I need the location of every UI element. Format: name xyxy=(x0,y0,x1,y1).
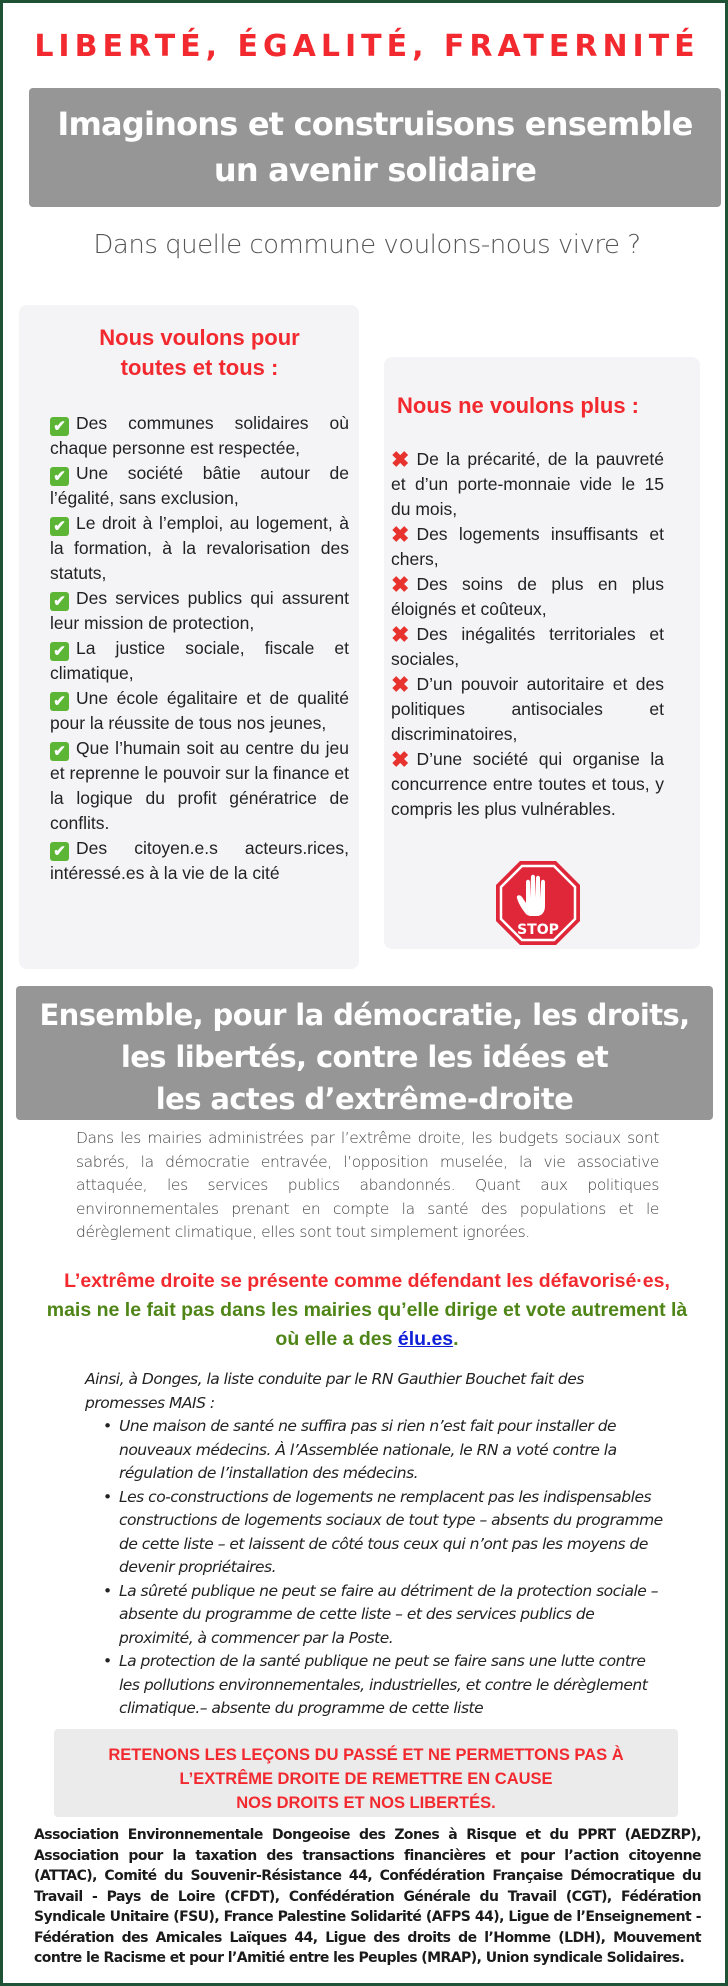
list-item-text: D’une société qui organise la concurrence entre toutes et tous, y compris les plus vulnérables. xyxy=(391,749,664,819)
donges-section xyxy=(85,1368,665,1721)
list-item xyxy=(50,636,349,686)
donges-point: • Une maison de santé ne suffira pas si rien n’est fait pour installer de nouveaux médecins. À l’Assemblée nationale, le RN a voté contre la régulation de l’installation des médecins. xyxy=(119,1415,665,1486)
donges-point: • La sûreté publique ne peut se faire au détriment de la protection sociale – absente du programme de cette liste – et des services publics de proximité, à commencer par la Poste. xyxy=(119,1580,665,1651)
check-mark-icon: ✔ xyxy=(50,642,69,661)
refuses-title: Nous ne voulons plus : xyxy=(397,393,640,418)
list-item xyxy=(50,836,349,886)
list-item xyxy=(391,572,664,622)
list-item-text: De la précarité, de la pauvreté et d’un porte-monnaie vide le 15 du mois, xyxy=(391,449,664,519)
highlight-statement xyxy=(43,1267,691,1354)
democracy-title-line-3: les actes d’extrême-droite xyxy=(155,1082,574,1116)
wants-title-line-1: Nous voulons pour xyxy=(99,325,300,350)
callout-line-3: NOS DROITS ET NOS LIBERTÉS. xyxy=(236,1794,496,1812)
check-mark-icon: ✔ xyxy=(50,692,69,711)
donges-point: • Les co-constructions de logements ne remplacent pas les indispensables constructions de logements sociaux de tout type – absents du programme de cette liste – et laissent de côté tous ceux qui n’ont pas les moyens de devenir propriétaires. xyxy=(119,1486,665,1580)
wants-title-line-2: toutes et tous : xyxy=(120,355,279,380)
check-mark-icon: ✔ xyxy=(50,517,69,536)
callout-line-1: RETENONS LES LEÇONS DU PASSÉ ET NE PERMETTONS PAS À xyxy=(108,1746,624,1764)
list-item xyxy=(50,736,349,836)
list-item xyxy=(50,411,349,461)
list-item-text: Que l’humain soit au centre du jeu et reprenne le pouvoir sur la finance et la logique du profit génératrice de conflits. xyxy=(50,738,349,833)
list-item xyxy=(50,586,349,636)
list-item-text: Des communes solidaires où chaque personne est respectée, xyxy=(50,413,349,458)
elus-link[interactable]: élu.es xyxy=(397,1328,454,1350)
list-item-text: Des citoyen.e.s acteurs.rices, intéressé.es à la vie de la cité xyxy=(50,838,349,883)
donges-point: • La protection de la santé publique ne peut se faire sans une lutte contre les pollutions environnementales, industrielles, et contre le dérèglement climatique.– absente du programme de cette liste xyxy=(119,1650,665,1721)
donges-points-list xyxy=(85,1415,665,1721)
highlight-green-text: mais ne le fait pas dans les mairies qu’elle dirige et vote autrement là où elle a des xyxy=(46,1299,688,1350)
list-item-text: Des inégalités territoriales et sociales, xyxy=(391,624,664,669)
check-mark-icon: ✔ xyxy=(50,417,69,436)
donges-intro: Ainsi, à Donges, la liste conduite par le RN Gauthier Bouchet fait des promesses MAIS : xyxy=(85,1370,584,1412)
list-item xyxy=(391,522,664,572)
cross-mark-icon: ✖ xyxy=(391,447,410,472)
list-item-text: Des logements insuffisants et chers, xyxy=(391,524,664,569)
main-title-line-1: Imaginons et construisons ensemble xyxy=(57,105,693,143)
list-item xyxy=(391,447,664,522)
list-item-text: D’un pouvoir autoritaire et des politiques antisociales et discriminatoires, xyxy=(391,674,664,744)
main-title-banner xyxy=(29,88,721,207)
list-item xyxy=(50,461,349,511)
highlight-red-text: L’extrême droite se présente comme défendant les défavorisé·es, xyxy=(64,1270,670,1292)
check-mark-icon: ✔ xyxy=(50,742,69,761)
cross-mark-icon: ✖ xyxy=(391,622,410,647)
stop-sign-icon xyxy=(493,858,583,948)
list-item-text: Des services publics qui assurent leur mission de protection, xyxy=(50,588,349,633)
list-item-text: Une société bâtie autour de l’égalité, sans exclusion, xyxy=(50,463,349,508)
cross-mark-icon: ✖ xyxy=(391,522,410,547)
list-item-text: Le droit à l’emploi, au logement, à la formation, à la revalorisation des statuts, xyxy=(50,513,349,583)
far-right-paragraph: Dans les mairies administrées par l’extrême droite, les budgets sociaux sont sabrés, la démocratie entravée, l’opposition muselée, la vie associative attaquée, les services publics abandonnés. Quant aux politiques environnementales prenant en compte la santé des populations et le dérèglement climatique, elles sont tout simplement ignorées. xyxy=(76,1129,659,1241)
list-item xyxy=(391,672,664,747)
refuses-list xyxy=(391,447,664,822)
wants-list xyxy=(50,411,349,886)
check-mark-icon: ✔ xyxy=(50,842,69,861)
list-item xyxy=(50,686,349,736)
list-item xyxy=(50,511,349,586)
callout-line-2: L’EXTRÊME DROITE DE REMETTRE EN CAUSE xyxy=(179,1770,553,1788)
main-title-line-2: un avenir solidaire xyxy=(213,151,537,189)
democracy-banner xyxy=(16,986,713,1120)
cross-mark-icon: ✖ xyxy=(391,747,410,772)
list-item-text: Une école égalitaire et de qualité pour la réussite de tous nos jeunes, xyxy=(50,688,349,733)
democracy-title-line-1: Ensemble, pour la démocratie, les droits, xyxy=(39,998,690,1032)
cross-mark-icon: ✖ xyxy=(391,572,410,597)
highlight-end: . xyxy=(453,1328,459,1350)
check-mark-icon: ✔ xyxy=(50,467,69,486)
list-item-text: La justice sociale, fiscale et climatique, xyxy=(50,638,349,683)
list-item-text: Des soins de plus en plus éloignés et coûteux, xyxy=(391,574,664,619)
question-subtitle: Dans quelle commune voulons-nous vivre ? xyxy=(93,230,641,260)
cross-mark-icon: ✖ xyxy=(391,672,410,697)
callout-box xyxy=(54,1729,678,1817)
wants-title xyxy=(50,323,349,383)
check-mark-icon: ✔ xyxy=(50,592,69,611)
motto-heading: LIBERTÉ, ÉGALITÉ, FRATERNITÉ xyxy=(34,29,700,64)
signatories-list: Association Environnementale Dongeoise des Zones à Risque et du PPRT (AEDZRP), Association pour la taxation des transactions financières et pour l’action citoyenne (ATTAC), Comité du Souvenir-Résistance 44, Confédération Française Démocratique du Travail - Pays de Loire (CFDT), Confédération Générale du Travail (CGT), Fédération Syndicale Unitaire (FSU), France Palestine Solidarité (AFPS 44), Ligue de l’Enseignement - Fédération des Amicales Laïques 44, Ligue des droits de l’Homme (LDH), Mouvement contre le Racisme et pour l’Amitié entre les Peuples (MRAP), Union syndicale Solidaires. xyxy=(34,1827,701,1966)
stop-sign-text: STOP xyxy=(517,922,559,938)
wants-card xyxy=(19,305,359,969)
list-item xyxy=(391,747,664,822)
list-item xyxy=(391,622,664,672)
democracy-title-line-2: les libertés, contre les idées et xyxy=(120,1040,609,1074)
